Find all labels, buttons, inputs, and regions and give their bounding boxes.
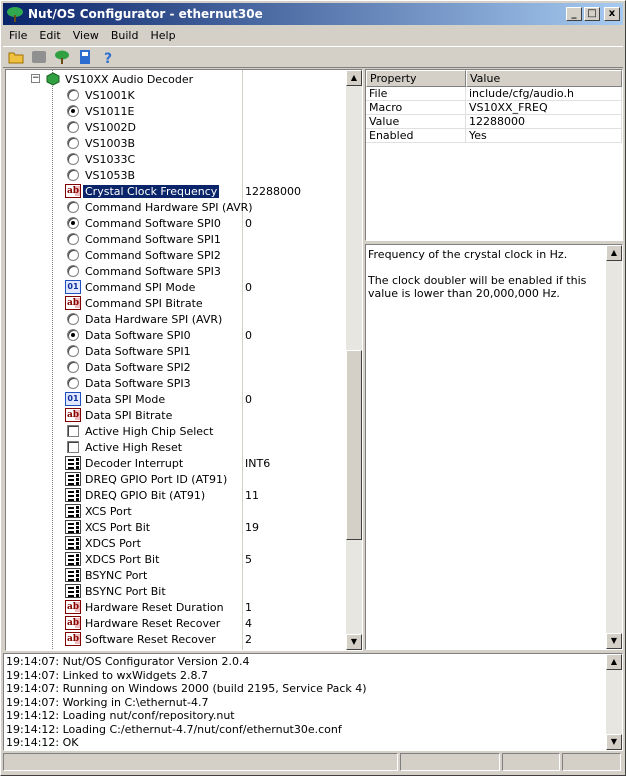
text-value-icon: ab: [66, 186, 80, 196]
tree-item-label: Active High Chip Select: [85, 424, 214, 438]
tree-item-value[interactable]: 0: [245, 328, 252, 342]
list-value-icon: [65, 568, 81, 582]
tree-item-label: Software Reset Recover: [85, 632, 216, 646]
property-value: include/cfg/audio.h: [466, 87, 622, 101]
tree-item-label: Data Software SPI0: [85, 328, 191, 342]
description-panel: [365, 244, 623, 650]
tree-row[interactable]: [6, 87, 346, 103]
list-value-icon: [65, 536, 81, 550]
list-value-icon: [65, 456, 81, 470]
log-line: 19:14:07: Running on Windows 2000 (build 2195, Service Pack 4): [6, 682, 367, 695]
scroll-thumb[interactable]: [346, 350, 362, 540]
text-value-icon: ab: [66, 618, 80, 628]
radio-button[interactable]: [67, 137, 79, 149]
tree-row[interactable]: [6, 263, 346, 279]
tree-row[interactable]: [6, 167, 346, 183]
checkbox[interactable]: [67, 425, 79, 437]
tree-item-label: XCS Port: [85, 504, 132, 518]
tree-row[interactable]: [6, 199, 346, 215]
scroll-down-button[interactable]: ▼: [346, 634, 362, 650]
svg-text:?: ?: [104, 51, 113, 64]
menu-file[interactable]: File: [9, 28, 28, 42]
tree-row[interactable]: [6, 503, 346, 519]
tree-app-icon: [6, 6, 24, 22]
tree-item-label: VS1002D: [85, 120, 136, 134]
tree-item-value[interactable]: 11: [245, 488, 259, 502]
tree-row[interactable]: [6, 487, 346, 503]
property-row[interactable]: [366, 129, 622, 143]
radio-button[interactable]: [67, 329, 79, 341]
property-row[interactable]: [366, 87, 622, 101]
title-bar[interactable]: [3, 3, 623, 25]
tree-item-label: Data Hardware SPI (AVR): [85, 312, 223, 326]
radio-button[interactable]: [67, 105, 79, 117]
description-scrollbar[interactable]: [606, 245, 622, 649]
tree-item-label: Command Software SPI1: [85, 232, 221, 246]
property-value: VS10XX_FREQ: [466, 101, 622, 115]
tree-item-label: Data SPI Mode: [85, 392, 166, 406]
tree-row[interactable]: [6, 183, 346, 199]
radio-button[interactable]: [67, 249, 79, 261]
tree-row[interactable]: [6, 535, 346, 551]
tree-row[interactable]: [6, 615, 346, 631]
tree-row[interactable]: [6, 247, 346, 263]
tree-row[interactable]: [6, 231, 346, 247]
log-line: 19:14:07: Linked to wxWidgets 2.8.7: [6, 668, 208, 682]
tree-item-label: DREQ GPIO Bit (AT91): [85, 488, 206, 502]
tree-item-label: Command Software SPI3: [85, 264, 221, 278]
property-column-header[interactable]: Property: [366, 70, 466, 87]
tree-row[interactable]: [6, 151, 346, 167]
menu-help[interactable]: Help: [150, 28, 176, 42]
component-tree[interactable]: [5, 69, 363, 651]
list-value-icon: [65, 504, 81, 518]
tree-row[interactable]: [6, 391, 346, 407]
minimize-button[interactable]: _: [566, 7, 582, 21]
menu-bar: [3, 26, 623, 44]
tree-content: [6, 70, 346, 650]
tree-row[interactable]: [6, 567, 346, 583]
tree-item-label: Data Software SPI1: [85, 344, 191, 358]
description-scroll-down[interactable]: ▼: [606, 633, 622, 649]
tree-build-icon[interactable]: [52, 48, 72, 66]
open-folder-icon[interactable]: [6, 48, 26, 66]
tree-item-label: Hardware Reset Duration: [85, 600, 224, 614]
radio-button[interactable]: [67, 313, 79, 325]
tree-item-label: Data Software SPI2: [85, 360, 191, 374]
property-value: Yes: [466, 129, 622, 143]
tree-row[interactable]: [6, 135, 346, 151]
radio-button[interactable]: [67, 377, 79, 389]
tree-row[interactable]: [6, 519, 346, 535]
radio-button[interactable]: [67, 169, 79, 181]
tree-row[interactable]: [6, 599, 346, 615]
tree-vertical-scrollbar[interactable]: [346, 70, 362, 650]
tree-row[interactable]: [6, 343, 346, 359]
tree-item-value[interactable]: 12288000: [245, 184, 301, 198]
log-line: 19:14:12: Loading nut/conf/repository.nut: [6, 709, 235, 722]
numeric-value-icon: 01: [65, 280, 81, 294]
property-grid: [365, 69, 623, 241]
log-line: 19:14:12: Loading C:/ethernut-4.7/nut/conf/ethernut30e.conf: [6, 722, 342, 736]
tree-item-label: Command SPI Mode: [85, 280, 196, 294]
radio-button[interactable]: [67, 265, 79, 277]
scroll-up-button[interactable]: ▲: [346, 70, 362, 86]
radio-button[interactable]: [67, 89, 79, 101]
description-text: Frequency of the crystal clock in Hz. The clock doubler will be enabled if this value is lower than 20,000,000 Hz.: [368, 248, 587, 300]
text-value-icon: ab: [66, 410, 80, 420]
tree-row[interactable]: [6, 375, 346, 391]
property-row[interactable]: [366, 115, 622, 129]
radio-button[interactable]: [67, 121, 79, 133]
text-value-icon: ab: [66, 602, 80, 612]
status-bar: [3, 753, 623, 773]
tree-item-label: BSYNC Port: [85, 568, 148, 582]
radio-button[interactable]: [67, 361, 79, 373]
tree-row[interactable]: [6, 327, 346, 343]
list-value-icon: [65, 584, 81, 598]
property-row[interactable]: [366, 101, 622, 115]
tree-item-label: XDCS Port Bit: [85, 552, 160, 566]
log-line: 19:14:07: Nut/OS Configurator Version 2.0.4: [6, 655, 250, 668]
tree-item-label: BSYNC Port Bit: [85, 584, 166, 598]
tree-row[interactable]: [6, 103, 346, 119]
tree-item-label: XDCS Port: [85, 536, 141, 550]
window-title: Nut/OS Configurator - ethernut30e: [28, 7, 263, 21]
menu-edit[interactable]: Edit: [39, 28, 61, 42]
numeric-value-icon: 01: [65, 392, 81, 406]
radio-button[interactable]: [67, 153, 79, 165]
status-field-2: [400, 753, 500, 771]
tree-item-value[interactable]: 4: [245, 616, 252, 630]
close-button[interactable]: x: [604, 7, 620, 21]
status-field-3: [502, 753, 560, 771]
tree-item-label: Decoder Interrupt: [85, 456, 184, 470]
text-value-icon: ab: [66, 298, 80, 308]
tree-row[interactable]: [6, 631, 346, 647]
log-line: 19:14:12: OK: [6, 736, 79, 749]
tree-item-label: XCS Port Bit: [85, 520, 151, 534]
toolbar: [3, 46, 623, 68]
radio-button[interactable]: [67, 217, 79, 229]
text-value-icon: ab: [66, 634, 80, 644]
list-value-icon: [65, 488, 81, 502]
log-scrollbar[interactable]: [606, 654, 622, 750]
tree-row[interactable]: [6, 215, 346, 231]
radio-button[interactable]: [67, 345, 79, 357]
log-scroll-down[interactable]: ▼: [606, 734, 622, 750]
list-value-icon: [65, 552, 81, 566]
list-value-icon: [65, 520, 81, 534]
help-icon[interactable]: [98, 48, 118, 66]
tree-row[interactable]: [6, 423, 346, 439]
tree-row[interactable]: [6, 359, 346, 375]
floppy-icon[interactable]: [75, 48, 95, 66]
tree-parent-row[interactable]: [6, 71, 346, 87]
tree-item-value[interactable]: INT6: [245, 456, 271, 470]
property-name: Enabled: [366, 129, 466, 143]
property-name: Value: [366, 115, 466, 129]
menu-view[interactable]: View: [72, 28, 99, 42]
tree-item-value[interactable]: 0: [245, 280, 252, 294]
log-scroll-up[interactable]: ▲: [606, 654, 622, 670]
radio-button[interactable]: [67, 201, 79, 213]
tree-row[interactable]: [6, 295, 346, 311]
tree-item-label: VS1033C: [85, 152, 136, 166]
tree-item-label: Data Software SPI3: [85, 376, 191, 390]
menu-build[interactable]: Build: [110, 28, 139, 42]
tree-item-label: DREQ GPIO Port ID (AT91): [85, 472, 228, 486]
tree-item-label: Active High Reset: [85, 440, 183, 454]
tree-row[interactable]: [6, 407, 346, 423]
tree-item-label: Data SPI Bitrate: [85, 408, 173, 422]
tree-row[interactable]: [6, 455, 346, 471]
status-field-main: [3, 753, 398, 771]
tree-item-label: Command Software SPI2: [85, 248, 221, 262]
list-value-icon: [65, 472, 81, 486]
tree-item-value[interactable]: 19: [245, 520, 259, 534]
property-name: Macro: [366, 101, 466, 115]
tree-item-label: Command SPI Bitrate: [85, 296, 203, 310]
tree-row[interactable]: [6, 551, 346, 567]
property-header: [366, 70, 622, 87]
tree-item-label: Command Hardware SPI (AVR): [85, 200, 253, 214]
tree-item-label: VS1053B: [85, 168, 136, 182]
maximize-button[interactable]: □: [584, 7, 600, 21]
tree-item-value[interactable]: 0: [245, 216, 252, 230]
tree-item-label: Command Software SPI0: [85, 216, 221, 230]
value-column-header[interactable]: Value: [466, 70, 622, 87]
tree-row[interactable]: [6, 119, 346, 135]
tree-row[interactable]: [6, 583, 346, 599]
log-panel: [3, 653, 623, 751]
tree-item-label: Hardware Reset Recover: [85, 616, 221, 630]
property-value: 12288000: [466, 115, 622, 129]
tree-item-label: VS1001K: [85, 88, 135, 102]
tree-item-label: VS1011E: [85, 104, 135, 118]
checkbox[interactable]: [67, 441, 79, 453]
status-field-4: [562, 753, 621, 771]
tree-item-value[interactable]: 5: [245, 552, 252, 566]
tree-item-label: Crystal Clock Frequency: [85, 184, 218, 198]
description-scroll-up[interactable]: ▲: [606, 245, 622, 261]
tree-row[interactable]: [6, 439, 346, 455]
tree-row[interactable]: [6, 311, 346, 327]
tree-item-value[interactable]: 1: [245, 600, 252, 614]
tree-row[interactable]: [6, 279, 346, 295]
log-line: 19:14:07: Working in C:\ethernut-4.7: [6, 695, 209, 709]
save-disk-icon[interactable]: [29, 48, 49, 66]
tree-item-value[interactable]: 0: [245, 392, 252, 406]
property-name: File: [366, 87, 466, 101]
tree-item-value[interactable]: 2: [245, 632, 252, 646]
tree-parent-label: VS10XX Audio Decoder: [65, 72, 194, 86]
collapse-icon[interactable]: −: [32, 73, 40, 83]
radio-button[interactable]: [67, 233, 79, 245]
tree-item-label: VS1003B: [85, 136, 136, 150]
tree-row[interactable]: [6, 471, 346, 487]
